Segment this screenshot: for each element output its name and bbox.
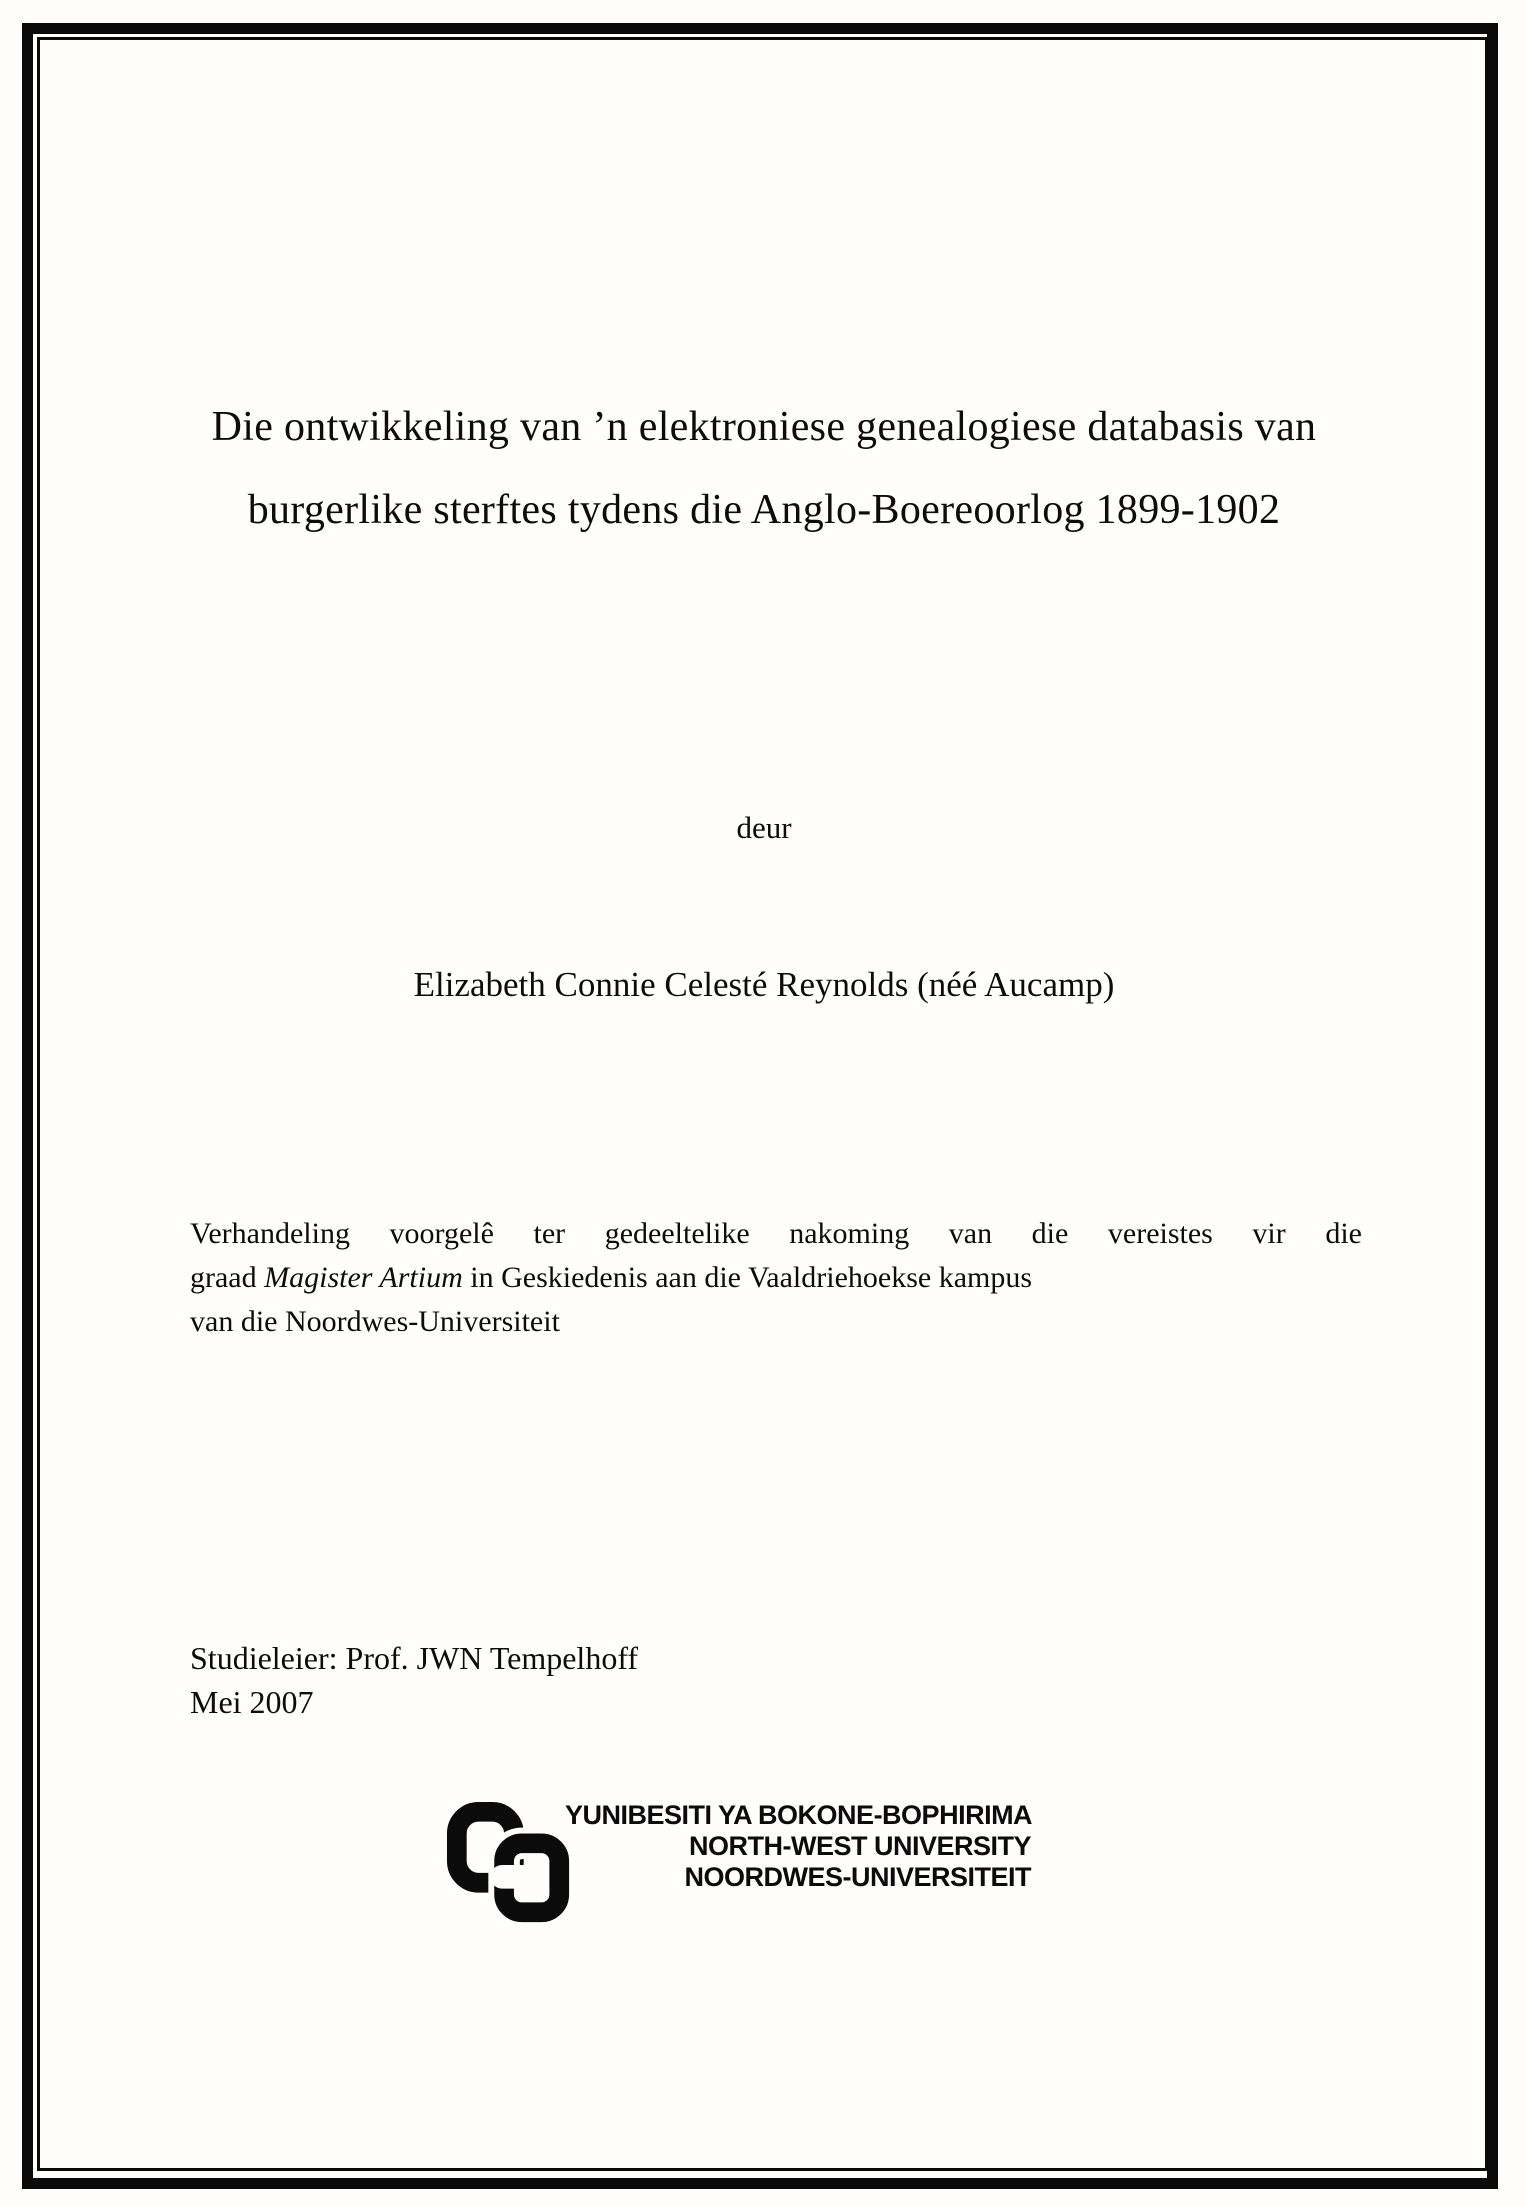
thesis-title-line-2: burgerlike sterftes tydens die Anglo-Boereoorlog 1899-1902 (247, 487, 1281, 533)
date-line: Mei 2007 (190, 1684, 314, 1720)
degree-statement-line-2-prefix: graad (190, 1261, 265, 1294)
supervisor-line: Studieleier: Prof. JWN Tempelhoff (190, 1640, 639, 1676)
author-name: Elizabeth Connie Celesté Reynolds (néé Aucamp) (413, 965, 1115, 1004)
logo-line-setswana: YUNIBESITI YA BOKONE-BOPHIRIMA (565, 1800, 1033, 1830)
degree-statement-line-2 (190, 1256, 1362, 1300)
university-logo-text (565, 1800, 1031, 1893)
thesis-title (178, 386, 1350, 552)
logo-line-afrikaans: NOORDWES-UNIVERSITEIT (684, 1862, 1031, 1892)
degree-statement-line-1: Verhandeling voorgelê ter gedeeltelike nakoming van die vereistes vir die (190, 1217, 1362, 1250)
degree-name-italic: Magister Artium (264, 1261, 463, 1294)
university-logo (445, 1796, 1065, 1936)
degree-statement-line-3: van die Noordwes-Universiteit (190, 1305, 560, 1338)
degree-statement (190, 1212, 1362, 1344)
nwu-interlocked-links-icon (445, 1800, 575, 1930)
degree-statement-line-2-suffix: in Geskiedenis aan die Vaaldriehoekse kampus (462, 1261, 1033, 1294)
thesis-title-line-1: Die ontwikkeling van ’n elektroniese genealogiese databasis van (211, 404, 1317, 450)
supervisor-block (190, 1636, 1090, 1724)
byline-deur: deur (736, 810, 792, 845)
logo-line-english: NORTH-WEST UNIVERSITY (688, 1831, 1031, 1861)
